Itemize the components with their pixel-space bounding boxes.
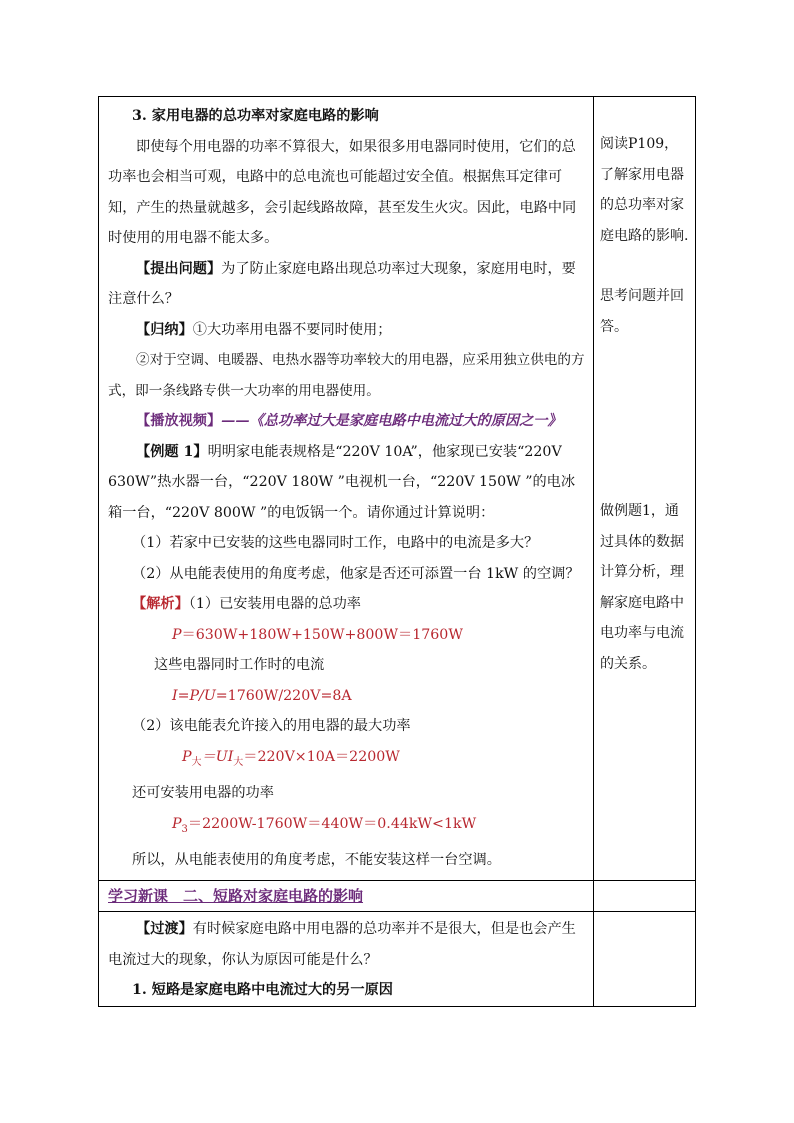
transition-cell [99,912,594,1007]
solution-step-2: 这些电器同时工作时的电流 [154,657,325,673]
table-row [99,880,696,912]
side-notes-cell [594,97,696,881]
question-paragraph [108,254,585,315]
side-note-thinking: 思考问题并回答。 [600,288,684,335]
formula-total-power: P＝630W+180W+150W+800W＝1760W [172,626,463,643]
subsection-heading: 1. 短路是家庭电路中电流过大的另一原因 [132,982,393,998]
video-paragraph [108,406,585,437]
example-text: 明明家电能表规格是“220V 10A”，他家现已安装“220V 630W”热水器一台，“220V 180W ”电视机一台，“220V 150W ”的电冰箱一台，“220V 800W ”的电饭锅一个。请你通过计算说明： [108,443,576,521]
empty-side-cell [594,880,696,912]
paragraph: 即使每个用电器的功率不算很大，如果很多用电器同时使用，它们的总功率也会相当可观，电路中的总电流也可能超过安全值。根据焦耳定律可知，产生的热量就越多，会引起线路故障，甚至发生火灾。因此，电路中同时使用的用电器不能太多。 [108,138,577,246]
formula-current: I=P/U=1760W/220V=8A [172,687,352,704]
empty-side-cell [594,912,696,1007]
video-title: ——《总功率过大是家庭电路中电流过大的原因之一》 [221,413,562,429]
transition-paragraph [108,914,585,975]
section-title: 学习新课 二、短路对家庭电路的影响 [108,886,364,905]
question-tag: 【提出问题】 [136,260,222,277]
formula-remaining-power: $P_3=2200W-1760W=440W=0.44kW<1kW$ [172,815,477,835]
example-paragraph [108,437,585,529]
summary-tag: 【归纳】 [136,321,193,338]
transition-tag: 【过渡】 [136,921,193,937]
solution-step-4: 还可安装用电器的功率 [132,785,274,801]
example-tag: 【例题 1】 [136,443,208,460]
section-heading: 3. 家用电器的总功率对家庭电路的影响 [132,108,379,124]
example-question-2: （2）从电能表使用的角度考虑，他家是否还可添置一台 1kW 的空调？ [132,565,580,582]
lesson-table [98,96,696,1007]
formula-max-power: $P_大=UI_大=220V\times 10A=2200W$ [182,748,400,768]
solution-step-1: （1）已安装用电器的总功率 [188,596,361,612]
solution-conclusion: 所以，从电能表使用的角度考虑，不能安装这样一台空调。 [132,852,501,868]
example-question-1: （1）若家中已安装的这些电器同时工作，电路中的电流是多大？ [132,535,539,551]
table-row [99,97,696,881]
question-text: 为了防止家庭电路出现总功率过大现象，家庭用电时，要注意什么？ [108,260,576,307]
side-note-example: 做例题1，通过具体的数据计算分析，理解家庭电路中电功率与电流的关系。 [600,503,684,672]
solution-step-3: （2）该电能表允许接入的用电器的最大功率 [132,718,411,734]
transition-text: 有时候家庭电路中用电器的总功率并不是很大，但是也会产生电流过大的现象，你认为原因可能是什么？ [108,921,576,968]
video-tag: 【播放视频】 [136,413,222,429]
main-content-cell [99,97,594,881]
side-note-reading: 阅读P109，了解家用电器的总功率对家庭电路的影响. [600,136,689,244]
summary-item-1: ①大功率用电器不要同时使用； [192,321,392,338]
solution-tag: 【解析】 [132,596,189,612]
solution-line-1 [108,589,585,620]
summary-paragraph [108,315,585,346]
section-title-cell [99,880,594,912]
table-row [99,912,696,1007]
summary-item-2: ②对于空调、电暖器、电热水器等功率较大的用电器，应采用独立供电的方式，即一条线路专供一大功率的用电器使用。 [108,352,585,399]
